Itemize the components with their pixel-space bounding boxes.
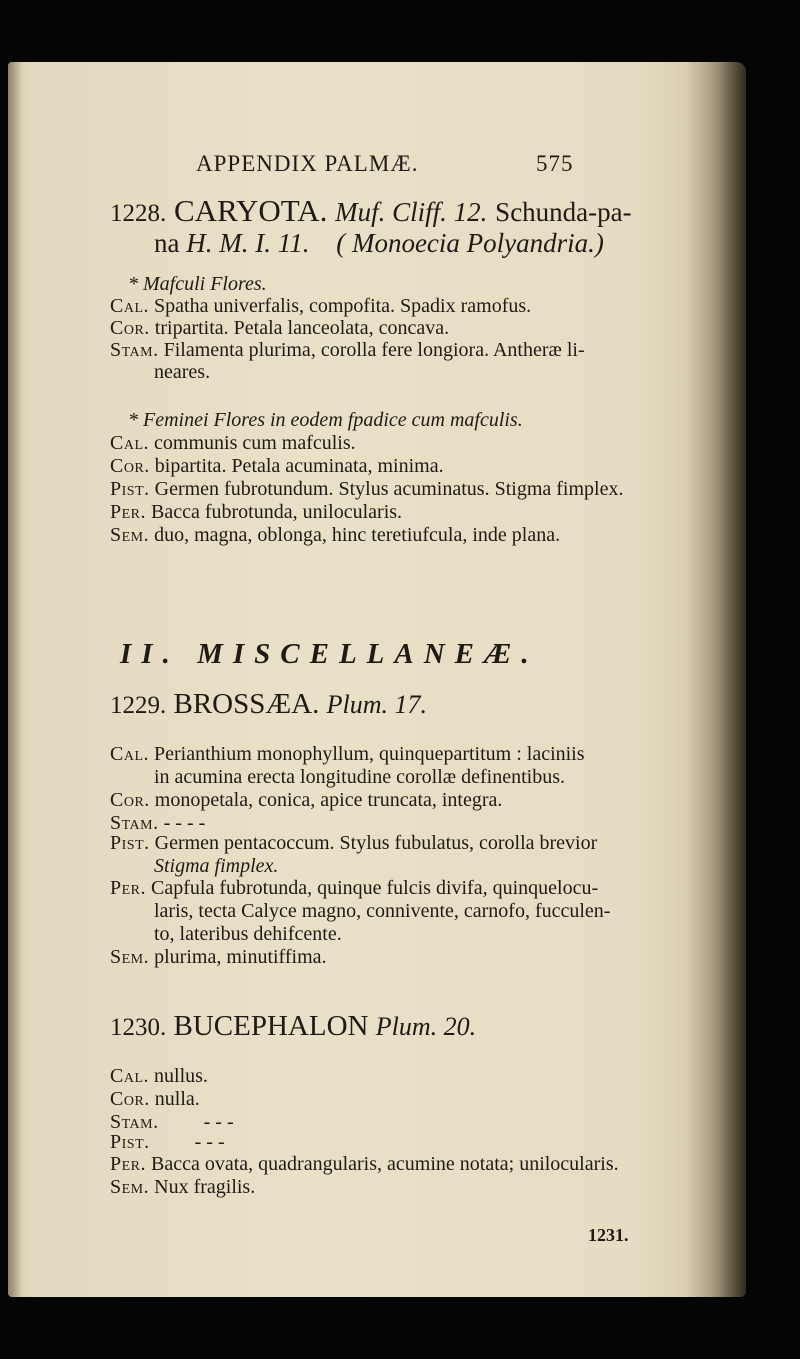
genus-heading [110,690,427,719]
text-stam: Filamenta plurima, corolla fere longiora. Antheræ li- [163,339,585,361]
label-sem: Sem. [110,524,150,546]
genus-name: CARYOTA. [174,193,328,228]
stamen-line [110,340,585,360]
stamen-line [110,813,205,833]
label-per: Per. [110,501,147,523]
label-stam: Stam. [110,1111,159,1133]
pistil-line [110,479,623,499]
text-stam: - - - [203,1111,234,1133]
text-pist: Germen fubrotundum. Stylus acuminatus. Stigma fimplex. [154,478,624,500]
label-sem: Sem. [110,946,150,968]
label-cal: Cal. [110,743,150,765]
label-pist: Pist. [110,832,150,854]
label-per: Per. [110,1153,147,1175]
seed-line [110,947,327,967]
page-gutter-shadow [686,62,746,1297]
catchword: 1231. [588,1225,629,1245]
text-sem: plurima, minutiffima. [154,946,327,968]
calyx-line [110,744,585,764]
text-cal: Spatha univerfalis, compofita. Spadix ramofus. [154,295,532,317]
text-cal: Perianthium monophyllum, quinquepartitum : laciniis [154,743,585,765]
pericarp-line [110,502,402,522]
calyx-line-2 [110,433,356,453]
seed-line [110,525,560,545]
pistil-line [110,833,597,853]
text-per: Capfula fubrotunda, quinque fulcis divifa, quinquelocu- [151,877,599,899]
genus-number: 1229. [110,692,167,719]
genus-name: BUCEPHALON [173,1010,369,1042]
pericarp-line [110,1154,619,1174]
text-pist: Germen pentacoccum. Stylus fubulatus, corolla brevior [154,832,598,854]
label-cor: Cor. [110,1088,150,1110]
genus-reference-2: H. M. I. 11. [186,228,310,258]
corolla-line [110,790,502,810]
label-pist: Pist. [110,1131,150,1153]
text-per: Bacca fubrotunda, unilocularis. [151,501,403,523]
label-cor: Cor. [110,317,150,339]
genus-reference: Plum. 17. [326,690,428,719]
genus-name: BROSSÆA. [173,688,320,720]
calyx-line [110,296,531,316]
label-cor: Cor. [110,789,150,811]
label-cal: Cal. [110,295,150,317]
page-number: 575 [536,151,574,176]
genus-heading [110,195,632,226]
female-flowers-title: * Feminei Flores in eodem fpadice cum mafculis. [128,409,523,431]
running-header: APPENDIX PALMÆ. [196,151,419,176]
label-cal: Cal. [110,1065,150,1087]
calyx-cont: in acumina erecta longitudine corollæ definentibus. [154,766,565,788]
pericarp-cont-2: to, lateribus dehifcente. [154,923,342,945]
page-left-shadow [8,62,22,1297]
label-pist: Pist. [110,478,150,500]
text-cor: monopetala, conica, apice truncata, integra. [154,789,503,811]
label-cor: Cor. [110,455,150,477]
genus-vernacular: Schunda-pa- [495,197,632,227]
label-stam: Stam. [110,339,159,361]
pistil-cont: Stigma fimplex. [154,855,279,877]
calyx-line [110,1066,208,1086]
label-cal: Cal. [110,432,150,454]
text-cor: bipartita. Petala acuminata, minima. [154,455,444,477]
book-page [8,62,746,1297]
vernacular-cont: na [154,228,180,258]
genus-number: 1230. [110,1014,167,1041]
pistil-line [110,1132,225,1152]
text-per: Bacca ovata, quadrangularis, acumine notata; unilocularis. [151,1153,619,1175]
pericarp-cont-1: laris, tecta Calyce magno, connivente, carnofo, fucculen- [154,900,611,922]
sexual-class: ( Monoecia Polyandria.) [336,228,604,258]
text-cal: nullus. [154,1065,208,1087]
genus-number: 1228. [110,200,167,227]
text-cor: tripartita. Petala lanceolata, concava. [154,317,450,339]
text-sem: duo, magna, oblonga, hinc teretiufcula, inde plana. [154,524,561,546]
text-sem: Nux fragilis. [154,1176,256,1198]
text-pist: - - - [194,1131,225,1153]
corolla-line [110,1089,200,1109]
male-flowers-title: * Mafculi Flores. [128,273,267,295]
stamen-line [110,1112,234,1132]
seed-line [110,1177,255,1197]
section-title: II. MISCELLANEÆ. [120,638,539,670]
corolla-line-2 [110,456,444,476]
genus-reference: Plum. 20. [375,1012,477,1041]
label-stam: Stam. [110,812,159,834]
genus-reference: Muf. Cliff. 12. [335,197,488,227]
text-stam: - - - - [163,812,206,834]
stamen-cont: neares. [154,361,211,383]
genus-heading-cont [154,230,604,257]
pericarp-line [110,878,598,898]
text-cal: communis cum mafculis. [154,432,356,454]
label-sem: Sem. [110,1176,150,1198]
corolla-line [110,318,449,338]
text-cor: nulla. [154,1088,200,1110]
label-per: Per. [110,877,147,899]
genus-heading [110,1012,476,1041]
